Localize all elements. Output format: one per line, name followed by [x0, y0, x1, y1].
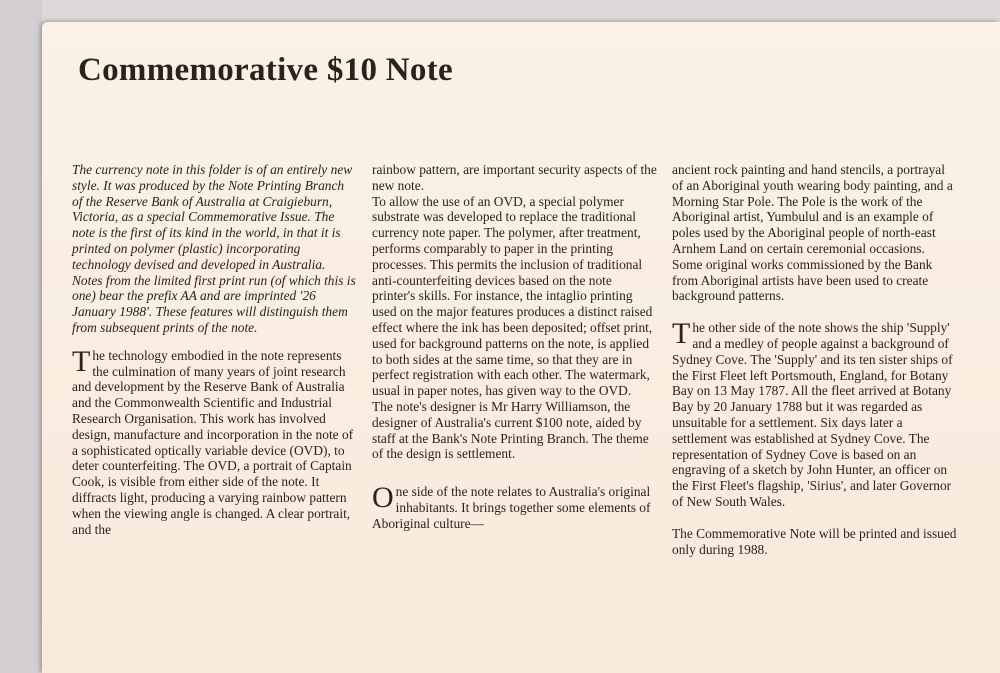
paragraph-text: he other side of the note shows the ship 'Supply' and a medley of people against a background of Sydney Cove. The 'Supply' and its ten sister ships of the First Fleet left Portsmouth, England, for Botany Bay on 13 May 1787. All the fleet arrived at Botany Bay by 20 January 1788 but it was regarded as unsuitable for a settlement. Six days later a settlement was established at Sydney Cove. The representation of Sydney Cove is based on an engraving of a sketch by John Hunter, an officer on the First Fleet's flagship, 'Sirius', and later Governor of New South Wales.: [672, 320, 953, 509]
paragraph-text: he technology embodied in the note represents the culmination of many years of joint research and development by the Reserve Bank of Australia and the Commonwealth Scientific and Industrial Research Organisation. This work has involved design, manufacture and incorporation in the note of a sophisticated optically variable device (OVD), to deter counterfeiting. The OVD, a portrait of Captain Cook, is visible from either side of the note. It diffracts light, producing a varying rainbow pattern when the viewing angle is changed. A clear portrait, and the: [72, 347, 354, 537]
column-1: [72, 162, 357, 549]
designer-paragraph: The note's designer is Mr Harry Williamson, the designer of Australia's current $100 note, aided by staff at the Bank's Note Printing Branch. The theme of the design is settlement.: [372, 398, 649, 462]
paragraph-text: ne side of the note relates to Australia's original inhabitants. It brings together some elements of Aboriginal culture—: [372, 484, 651, 531]
column-2: [372, 162, 657, 544]
drop-cap: T: [72, 344, 91, 378]
page-title: Commemorative $10 Note: [78, 52, 453, 88]
polymer-paragraph: To allow the use of an OVD, a special polymer substrate was developed to replace the traditional currency note paper. The polymer, after treatment, performs comparably to paper in the printing processes. This permits the inclusion of traditional anti-counterfeiting devices based on the note printer's skills. For instance, the intaglio printing used on the major features produces a distinct raised effect where the ink has been deposited; offset print, used for background patterns on the note, is applied to both sides at the same time, so that they are in perfect registration with each other. The watermark, usual in paper notes, has given way to the OVD.: [372, 193, 653, 399]
closing-paragraph: The Commemorative Note will be printed and issued only during 1988.: [672, 525, 957, 557]
folder-page: [42, 22, 1000, 673]
column-3: [672, 162, 957, 569]
technology-paragraph: [72, 344, 357, 538]
intro-paragraph: The currency note in this folder is of an entirely new style. It was produced by the Note Printing Branch of the Reserve Bank of Australia at Craigieburn, Victoria, as a special Commemorative Issue. The note is the first of its kind in the world, in that it is printed on polymer (plastic) incorporating technology devised and developed in Australia. Notes from the limited first print run (of which this is one) bear the prefix AA and are imprinted '26 January 1988'. These features will distinguish them from subsequent prints of the note.: [72, 162, 356, 335]
drop-cap: T: [672, 317, 691, 351]
security-paragraph: rainbow pattern, are important security aspects of the new note.: [372, 162, 657, 193]
aboriginal-paragraph: [372, 481, 657, 531]
background-left: [0, 0, 42, 673]
culture-paragraph: ancient rock painting and hand stencils, a portrayal of an Aboriginal youth wearing body painting, and a Morning Star Pole. The Pole is the work of the Aboriginal artist, Yumbulul and is an example of poles used by the Aboriginal people of north-east Arnhem Land on certain ceremonial occasions. Some original works commissioned by the Bank from Aboriginal artists have been used to create background patterns.: [672, 162, 953, 304]
drop-cap: O: [372, 481, 394, 515]
sydney-cove-paragraph: [672, 317, 957, 510]
